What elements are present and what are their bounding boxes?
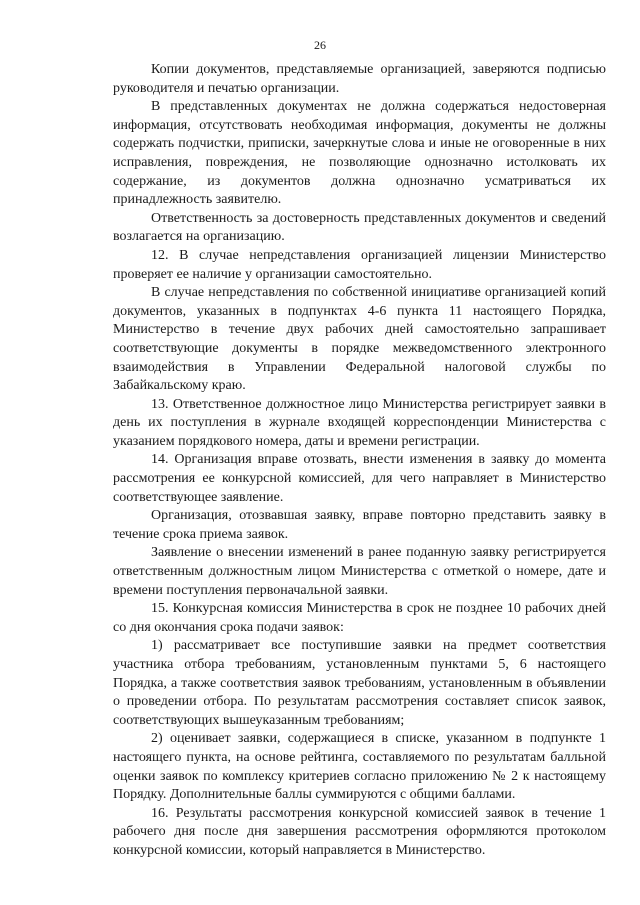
paragraph-copies-certification: Копии документов, представляемые организацией, заверяются подписью руководителя и печатью организации.: [113, 62, 606, 96]
document-body: [113, 61, 606, 861]
paragraph-item-15: 15. Конкурсная комиссия Министерства в срок не позднее 10 рабочих дней со дня окончания срока подачи заявок:: [113, 601, 606, 635]
paragraph-item-15-subitem-2: 2) оценивает заявки, содержащиеся в списке, указанном в подпункте 1 настоящего пункта, на основе рейтинга, составляемого по результатам балльной оценки заявок по комплексу критериев согласно приложению № 2 к настоящему Порядку. Дополнительные баллы суммируются с общими баллами.: [113, 731, 606, 803]
paragraph-item-16: 16. Результаты рассмотрения конкурсной комиссией заявок в течение 1 рабочего дня после дня завершения рассмотрения оформляются протоколом конкурсной комиссии, который направляется в Министерство.: [113, 805, 606, 858]
paragraph-change-statement: Заявление о внесении изменений в ранее поданную заявку регистрируется ответственным должностным лицом Министерства с отметкой о номере, дате и времени поступления первоначальной заявки.: [113, 545, 606, 598]
paragraph-document-requirements: В представленных документах не должна содержаться недостоверная информация, отсутствовать необходимая информация, документы не должны содержать подчистки, приписки, зачеркнутые слова и иные не оговоренные в них исправления, повреждения, не позволяющие однозначно истолковать их содержание, из документов должна однозначно усматриваться их принадлежность заявителю.: [113, 99, 606, 208]
paragraph-item-15-subitem-1: 1) рассматривает все поступившие заявки на предмет соответствия участника отбора требованиям, установленным пунктами 5, 6 настоящего Порядка, а также соответствия заявок требованиям, установленным в объявлении о проведении отбора. По результатам рассмотрения составляет список заявок, соответствующих вышеуказанным требованиям;: [113, 638, 606, 728]
page-number: 26: [314, 38, 326, 52]
paragraph-interagency-request: В случае непредставления по собственной инициативе организацией копий документов, указанных в подпунктах 4-6 пункта 11 настоящего Порядка, Министерство в течение двух рабочих дней самостоятельно запрашивает соответствующие документы в порядке межведомственного электронного взаимодействия в Управлении Федеральной налоговой службы по Забайкальскому краю.: [113, 285, 606, 394]
paragraph-item-13: 13. Ответственное должностное лицо Министерства регистрирует заявки в день их поступления в журнале входящей корреспонденции Министерства с указанием порядкового номера, даты и времени регистрации.: [113, 396, 606, 449]
paragraph-item-14: 14. Организация вправе отозвать, внести изменения в заявку до момента рассмотрения ее конкурсной комиссией, для чего направляет в Министерство соответствующее заявление.: [113, 452, 606, 505]
paragraph-resubmission: Организация, отозвавшая заявку, вправе повторно представить заявку в течение срока приема заявок.: [113, 508, 606, 542]
paragraph-item-12: 12. В случае непредставления организацией лицензии Министерство проверяет ее наличие у организации самостоятельно.: [113, 247, 606, 282]
paragraph-responsibility: Ответственность за достоверность представленных документов и сведений возлагается на организацию.: [113, 210, 606, 245]
